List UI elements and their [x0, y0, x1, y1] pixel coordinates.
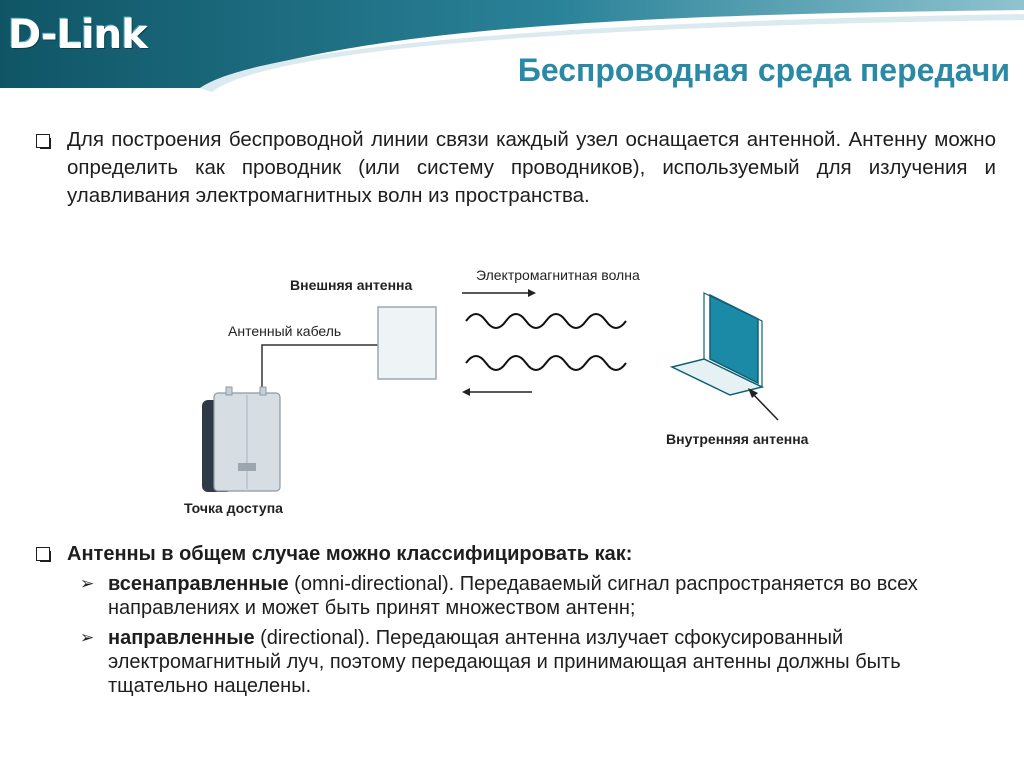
arrow-left-icon — [462, 388, 532, 396]
arrow-bullet-icon: ➢ — [80, 628, 95, 647]
checkbox-bullet-icon — [36, 134, 50, 148]
access-point-device — [202, 387, 280, 492]
em-wave-top — [466, 314, 626, 328]
arrow-right-icon — [462, 289, 536, 297]
checkbox-bullet-icon — [36, 547, 50, 561]
term-omni: всенаправленные — [108, 573, 289, 595]
label-access-point: Точка доступа — [184, 500, 283, 516]
dlink-logo: D-Link — [8, 12, 147, 58]
slide-title: Беспроводная среда передачи — [517, 52, 1010, 88]
diagram-graphics — [0, 255, 1024, 535]
bullet-paragraph-2 — [36, 542, 996, 698]
desc-omni: (omni-directional). Передаваемый сигнал распространяется во всех направлениях и может быть принят множеством антенн; — [108, 573, 918, 619]
bullet-2-heading: Антенны в общем случае можно классифицировать как: — [67, 543, 633, 565]
term-directional: направленные — [108, 627, 255, 649]
external-antenna-panel — [378, 307, 436, 379]
pointer-arrow-icon — [748, 388, 778, 420]
desc-directional: (directional). Передающая антенна излучает сфокусированный электромагнитный луч, поэтому передающая и принимающая антенны должны быть тщательно нацелены. — [108, 627, 901, 697]
antenna-cable-line — [262, 345, 378, 391]
label-em-wave: Электромагнитная волна — [476, 267, 640, 283]
bullet-paragraph-1 — [36, 126, 996, 210]
arrow-bullet-icon: ➢ — [80, 574, 95, 593]
label-external-antenna: Внешняя антенна — [290, 277, 413, 293]
laptop-device — [672, 293, 762, 395]
em-wave-bottom — [466, 356, 626, 370]
label-antenna-cable: Антенный кабель — [228, 323, 342, 339]
list-item-omni — [80, 572, 996, 620]
list-item-directional — [80, 626, 996, 698]
label-internal-antenna: Внутренняя антенна — [666, 431, 809, 447]
antenna-diagram — [0, 255, 1024, 535]
bullet-1-text: Для построения беспроводной линии связи каждый узел оснащается антенной. Антенну можно определить как проводник (или систему проводников), используемый для излучения и улавливания электромагнитных волн из пространства. — [67, 128, 996, 207]
